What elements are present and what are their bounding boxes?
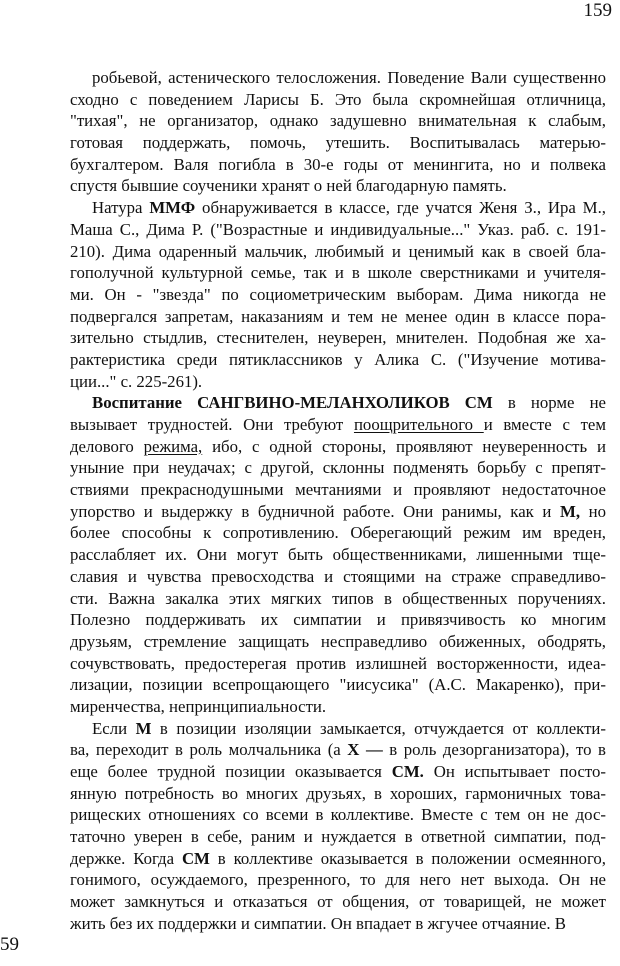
text-run: бухгалтером. Валя погибла в 30-е годы от менингита, но и полвека [70, 154, 606, 174]
text-run: в коллективе оказывается в положении осмеянного, [209, 848, 606, 868]
text-run: гополучной культурной семье, так и в школе сверстниками и учителя- [70, 263, 606, 283]
text-run: друзьям, стремление защищать несправедливо обиженных, ободрять, [70, 631, 606, 651]
text-run: в позиции изоляции замыкается, отчуждается от коллекти- [151, 718, 606, 738]
text-line [70, 306, 606, 328]
text-line [70, 197, 606, 219]
text-run: ствиями прекраснодушными мечтаниями и проявляют недостаточное [70, 480, 606, 500]
bold-text: Х — [347, 740, 383, 760]
text-run: обнаруживается в классе, где учатся Женя З., Ира М., [195, 198, 606, 218]
text-run: гонимого, осуждаемого, презренного, то для него нет выхода. Он не [70, 870, 606, 890]
text-run: робьевой, астенического телосложения. Поведение Вали существенно [92, 68, 606, 87]
text-line [70, 501, 606, 523]
text-line [70, 67, 606, 89]
text-line [70, 544, 606, 566]
text-run: но [580, 501, 606, 521]
paragraph [70, 392, 606, 717]
text-line [70, 175, 606, 197]
text-run: сти. Важна закалка этих мягких типов в общественных поручениях. [70, 588, 606, 608]
text-run: славия и чувства превосходства и стоящими на страже справедливо- [70, 566, 606, 586]
text-run: уныние при неудачах; с другой, склонны подменять борьбу с препят- [70, 458, 606, 478]
text-run: ми. Он - "звезда" по социометрическим выборам. Дима никогда не [70, 284, 606, 304]
text-line [70, 284, 606, 306]
bold-text: Воспитание САНГВИНО-МЕЛАНХОЛИКОВ СМ [92, 393, 493, 413]
text-run: лизации, позиции всепрощающего "иисусика" (А.С. Макаренко), при- [70, 675, 606, 695]
page-number: 159 [583, 0, 612, 21]
text-run: более способны к сопротивлению. Оберегающий режим им вреден, [70, 523, 606, 543]
text-run: еще более трудной позиции оказывается [70, 762, 392, 781]
text-line [70, 848, 606, 870]
text-line [70, 262, 606, 284]
underlined-text: режима, [143, 436, 203, 456]
body-text [70, 67, 606, 935]
text-run: таточно уверен в себе, раним и нуждается в ответной симпатии, под- [70, 827, 606, 847]
text-line [70, 891, 606, 913]
text-run: жить без их поддержки и симпатии. Он впадает в жгучее отчаяние. В [70, 913, 566, 933]
text-run: держке. Когда [70, 848, 182, 868]
text-line [70, 804, 606, 826]
text-line [70, 826, 606, 848]
text-run: рищеских отношениях со всеми в коллективе. Вместе с тем он не дос- [70, 805, 606, 825]
corner-page-number: 59 [0, 934, 19, 955]
text-line [70, 436, 606, 458]
text-run: упорство и выдержку в будничной работе. Они ранимы, как и [70, 501, 560, 521]
text-run: может замкнуться и отказаться от общения, от товарищей, не может [70, 892, 606, 912]
text-run: спустя бывшие соученики хранят о ней благодарную память. [70, 176, 507, 196]
text-line [70, 219, 606, 241]
text-line [70, 696, 606, 718]
bold-text: М [135, 718, 152, 738]
text-line [70, 371, 606, 393]
text-line [70, 110, 606, 132]
bold-text: ММФ [149, 198, 196, 218]
text-run: вызывает трудностей. Они требуют [70, 415, 354, 434]
text-run: Он испытывает посто- [423, 762, 606, 781]
text-run: рактеристика среди пятиклассников у Алика С. ("Изучение мотива- [70, 349, 606, 369]
text-line [70, 718, 606, 740]
text-line [70, 739, 606, 761]
text-line [70, 154, 606, 176]
text-run: готовая поддержать, помочь, утешить. Воспитывалась матерью- [70, 133, 606, 153]
text-run: Натура [92, 198, 150, 218]
text-line [70, 761, 606, 783]
text-line [70, 414, 606, 436]
underlined-text: поощрительного [353, 415, 484, 434]
text-line [70, 89, 606, 111]
text-line [70, 609, 606, 631]
text-run: сочувствовать, предостерегая против излишней восторженности, идеа- [70, 653, 606, 673]
bold-text: СМ [181, 848, 210, 868]
text-line [70, 783, 606, 805]
bold-text: М, [559, 501, 581, 521]
text-run: зительно стыдлив, стеснителен, неуверен, мнителен. Подобная же ха- [70, 328, 606, 348]
text-run: ции..." с. 225-261). [70, 371, 203, 391]
text-run: Если [92, 718, 136, 738]
text-line [70, 327, 606, 349]
text-line [70, 479, 606, 501]
text-line [70, 241, 606, 263]
paragraph [70, 718, 606, 935]
text-run: 210). Дима одаренный мальчик, любимый и ценимый как в своей бла- [70, 241, 606, 261]
text-run: в роль дезорганизатора), то в [382, 740, 606, 760]
text-run: миренчества, непринципиальности. [70, 696, 327, 716]
text-run: сходно с поведением Ларисы Б. Это была скромнейшая отличница, [70, 89, 606, 109]
text-line [70, 674, 606, 696]
bold-text: СМ. [391, 762, 424, 781]
text-run: делового [70, 436, 144, 456]
text-run: Маша С., Дима Р. ("Возрастные и индивидуальные..." Указ. раб. с. 191- [70, 219, 606, 239]
text-line [70, 349, 606, 371]
text-line [70, 566, 606, 588]
paragraph [70, 67, 606, 197]
text-line [70, 913, 606, 935]
text-run: ва, переходит в роль молчальника (а [70, 740, 348, 760]
text-run: Полезно поддерживать их симпатии и привязчивость ко многим [70, 610, 606, 630]
text-line [70, 522, 606, 544]
text-run: "тихая", не организатор, однако задушевно внимательная к слабым, [70, 111, 606, 131]
text-line [70, 392, 606, 414]
text-run: янную потребность во многих друзьях, в хороших, гармоничных това- [70, 783, 606, 803]
text-run: в норме не [492, 393, 606, 413]
text-run: расслабляет их. Они могут быть общественниками, лишенными тще- [70, 545, 606, 565]
text-line [70, 588, 606, 610]
text-run: подвергался запретам, наказаниям и тем не менее один в классе пора- [70, 306, 606, 326]
text-line [70, 653, 606, 675]
text-line [70, 457, 606, 479]
text-line [70, 132, 606, 154]
text-line [70, 631, 606, 653]
text-run: ибо, с одной стороны, проявляют неуверенность и [202, 436, 606, 456]
text-run: и вместе с тем [483, 415, 606, 434]
paragraph [70, 197, 606, 392]
text-line [70, 869, 606, 891]
